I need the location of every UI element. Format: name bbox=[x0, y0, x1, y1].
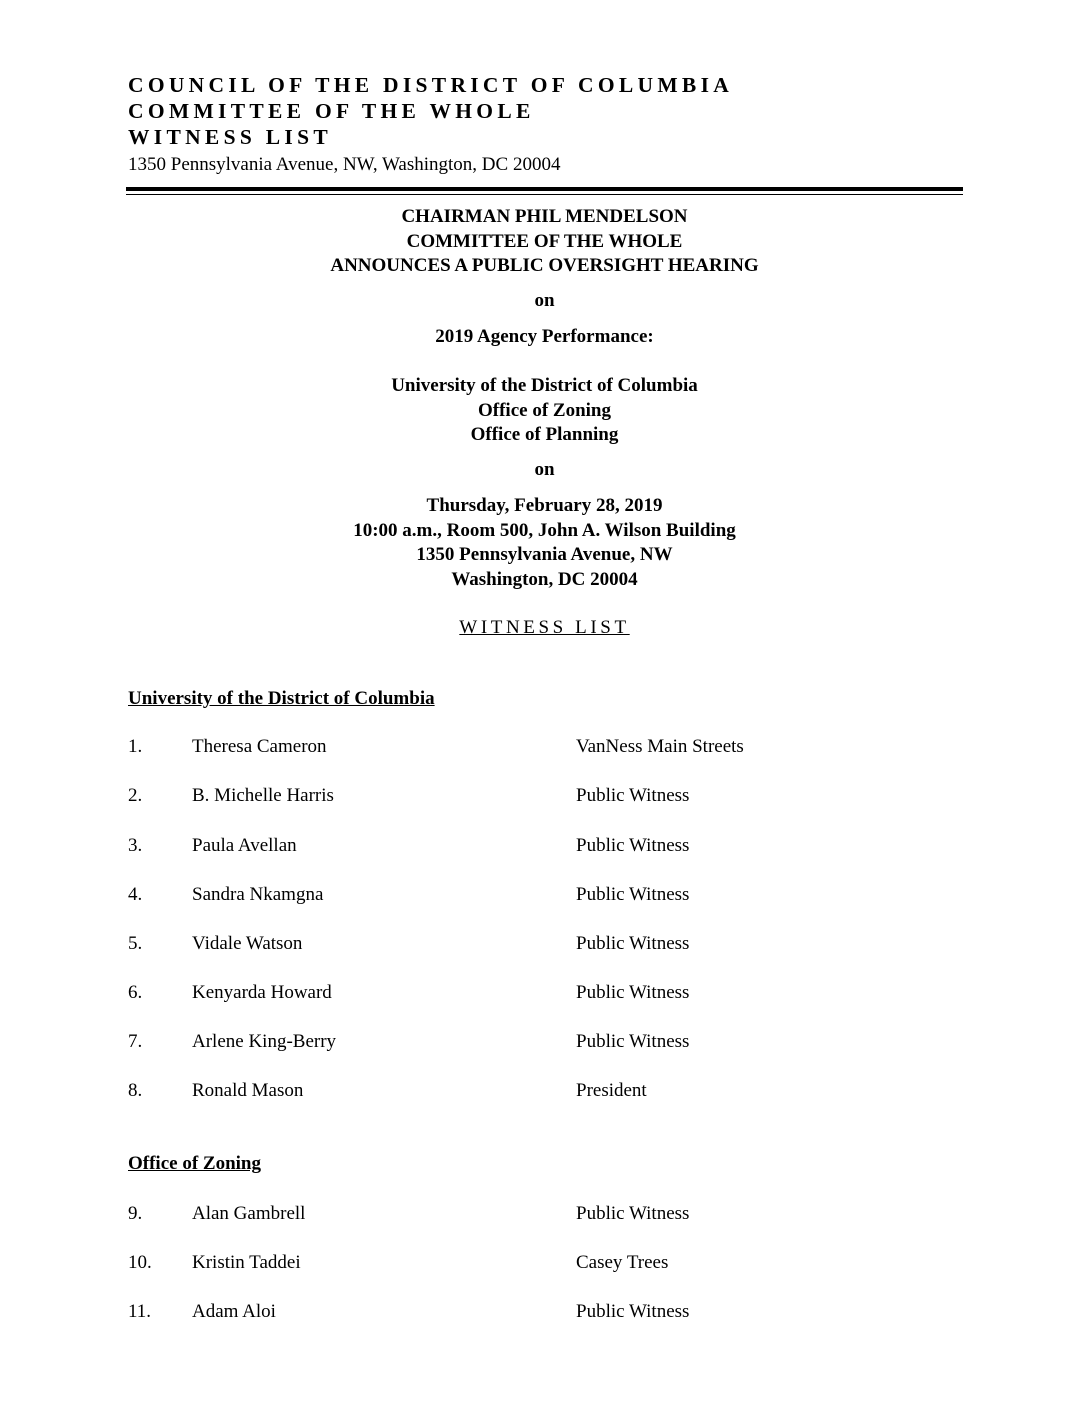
witness-affiliation: President bbox=[576, 1080, 647, 1101]
on-text-2: on bbox=[534, 459, 555, 480]
letterhead-council: COUNCIL OF THE DISTRICT OF COLUMBIA bbox=[128, 73, 734, 97]
witness-affiliation: Public Witness bbox=[576, 1203, 690, 1224]
witness-affiliation: Public Witness bbox=[576, 835, 690, 856]
announcement-block bbox=[126, 205, 963, 279]
witness-row bbox=[0, 1252, 1088, 1278]
hearing-details bbox=[126, 494, 963, 592]
witness-affiliation: Public Witness bbox=[576, 785, 690, 806]
witness-number: 11. bbox=[128, 1301, 152, 1322]
witness-name: Sandra Nkamgna bbox=[192, 884, 324, 905]
witness-number: 1. bbox=[128, 736, 143, 757]
announcement-committee: COMMITTEE OF THE WHOLE bbox=[406, 230, 683, 252]
witness-list-heading-text: WITNESS LIST bbox=[459, 617, 630, 638]
on-text-1: on bbox=[534, 290, 555, 311]
agency-zoning: Office of Zoning bbox=[478, 399, 611, 421]
witness-name: Kenyarda Howard bbox=[192, 982, 332, 1003]
witness-name: Ronald Mason bbox=[192, 1080, 304, 1101]
witness-number: 3. bbox=[128, 835, 143, 856]
agency-planning: Office of Planning bbox=[470, 424, 619, 445]
letterhead-witness-list: WITNESS LIST bbox=[128, 125, 332, 149]
announcement-hearing: ANNOUNCES A PUBLIC OVERSIGHT HEARING bbox=[330, 255, 759, 276]
witness-name: Theresa Cameron bbox=[192, 736, 327, 757]
witness-name: Kristin Taddei bbox=[192, 1252, 301, 1273]
letterhead-committee: COMMITTEE OF THE WHOLE bbox=[128, 99, 535, 123]
witness-row bbox=[0, 1031, 1088, 1057]
section-title-zoning: Office of Zoning bbox=[128, 1153, 261, 1174]
hearing-date: Thursday, February 28, 2019 bbox=[426, 495, 663, 516]
hearing-city: Washington, DC 20004 bbox=[451, 568, 638, 590]
announcement-chairman: CHAIRMAN PHIL MENDELSON bbox=[401, 206, 688, 227]
witness-affiliation: Public Witness bbox=[576, 1031, 690, 1052]
witness-number: 10. bbox=[128, 1252, 152, 1273]
witness-name: Paula Avellan bbox=[192, 835, 297, 856]
witness-row bbox=[0, 933, 1088, 959]
witness-row bbox=[0, 982, 1088, 1008]
section-title-udc: University of the District of Columbia bbox=[128, 688, 435, 709]
witness-affiliation: Casey Trees bbox=[576, 1252, 669, 1273]
header-rule-thick bbox=[126, 187, 963, 191]
witness-row bbox=[0, 1203, 1088, 1229]
witness-row bbox=[0, 1301, 1088, 1327]
witness-number: 9. bbox=[128, 1203, 143, 1224]
witness-affiliation: VanNess Main Streets bbox=[576, 736, 744, 757]
witness-row bbox=[0, 1080, 1088, 1106]
witness-affiliation: Public Witness bbox=[576, 982, 690, 1003]
witness-row bbox=[0, 736, 1088, 762]
witness-row bbox=[0, 884, 1088, 910]
hearing-topic: 2019 Agency Performance: bbox=[435, 326, 654, 347]
witness-name: Vidale Watson bbox=[192, 933, 303, 954]
witness-name: Arlene King-Berry bbox=[192, 1031, 337, 1052]
witness-row bbox=[0, 835, 1088, 861]
agency-list bbox=[126, 374, 963, 448]
witness-number: 4. bbox=[128, 884, 143, 905]
hearing-street: 1350 Pennsylvania Avenue, NW bbox=[416, 544, 673, 565]
witness-list-heading bbox=[126, 617, 963, 639]
witness-name: Alan Gambrell bbox=[192, 1203, 306, 1224]
witness-number: 6. bbox=[128, 982, 143, 1003]
letterhead bbox=[128, 72, 733, 179]
header-rule-thin bbox=[126, 194, 963, 195]
witness-name: Adam Aloi bbox=[192, 1301, 276, 1322]
witness-affiliation: Public Witness bbox=[576, 884, 690, 905]
witness-number: 7. bbox=[128, 1031, 143, 1052]
witness-row bbox=[0, 785, 1088, 811]
witness-number: 2. bbox=[128, 785, 143, 806]
witness-affiliation: Public Witness bbox=[576, 1301, 690, 1322]
witness-affiliation: Public Witness bbox=[576, 933, 690, 954]
letterhead-address: 1350 Pennsylvania Avenue, NW, Washington, DC 20004 bbox=[128, 154, 561, 175]
hearing-time-room: 10:00 a.m., Room 500, John A. Wilson Building bbox=[353, 519, 736, 541]
witness-number: 5. bbox=[128, 933, 143, 954]
witness-name: B. Michelle Harris bbox=[192, 785, 334, 806]
witness-number: 8. bbox=[128, 1080, 143, 1101]
agency-udc: University of the District of Columbia bbox=[391, 375, 698, 396]
